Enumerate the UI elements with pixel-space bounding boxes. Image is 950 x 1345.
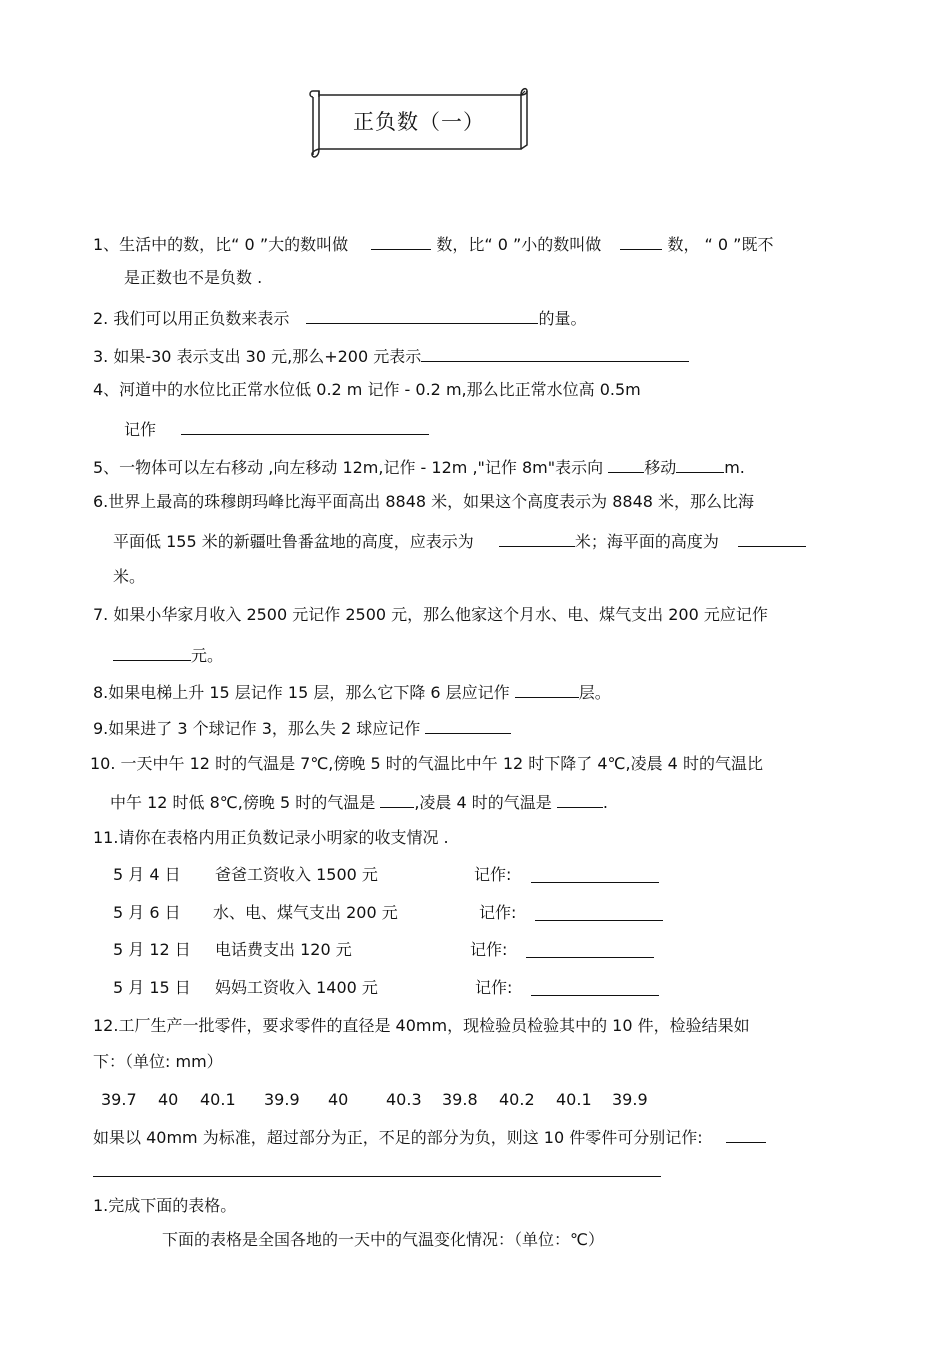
q7-text-b: 元。 xyxy=(191,646,224,665)
measurement-value: 39.7 xyxy=(101,1090,137,1109)
q11-row-label: 记作: xyxy=(479,903,517,922)
q11-row-blank[interactable] xyxy=(526,939,654,964)
q5-text-a: 5、一物体可以左右移动 ,向左移动 12m,记作 - 12m ,"记作 8m"表示向 xyxy=(93,458,604,477)
question-3 xyxy=(93,343,689,368)
question-7-line-2 xyxy=(113,642,223,667)
q2-blank[interactable] xyxy=(306,305,538,324)
q4-blank[interactable] xyxy=(181,416,429,435)
q5-blank-1[interactable] xyxy=(608,454,644,473)
q11-row-item: 爸爸工资收入 1500 元 xyxy=(215,865,378,884)
question-12-line-1: 12.工厂生产一批零件，要求零件的直径是 40mm，现检验员检验其中的 10 件，检验结果如 xyxy=(93,1016,750,1035)
q11-row-item: 妈妈工资收入 1400 元 xyxy=(215,978,378,997)
question-6-line-1: 6.世界上最高的珠穆朗玛峰比海平面高出 8848 米，如果这个高度表示为 8848 米，那么比海 xyxy=(93,492,755,511)
question-10-line-1: 10. 一天中午 12 时的气温是 7℃,傍晚 5 时的气温比中午 12 时下降了 4℃,凌晨 4 时的气温比 xyxy=(90,754,763,773)
question-6-line-3: 米。 xyxy=(113,567,146,586)
q5-text-b: 移动 xyxy=(644,458,677,477)
q5-text-c: m. xyxy=(724,458,745,477)
q12-blank-1[interactable] xyxy=(726,1124,766,1143)
q6-text-c: 米；海平面的高度为 xyxy=(574,532,719,551)
section-2-subtitle: 下面的表格是全国各地的一天中的气温变化情况：（单位：℃） xyxy=(162,1230,604,1249)
question-5 xyxy=(93,454,745,479)
q11-row-date: 5 月 6 日 xyxy=(113,903,181,922)
measurement-value: 39.9 xyxy=(264,1090,300,1109)
question-4-line-2 xyxy=(124,416,429,441)
title-banner xyxy=(305,85,533,165)
q11-row-blank[interactable] xyxy=(531,977,659,1002)
q6-blank-1[interactable] xyxy=(499,528,575,547)
question-4-line-1: 4、河道中的水位比正常水位低 0.2 m 记作 - 0.2 m,那么比正常水位高 0.5m xyxy=(93,380,641,399)
q11-row-blank[interactable] xyxy=(531,864,659,889)
q11-row-blank[interactable] xyxy=(535,902,663,927)
measurement-value: 40.3 xyxy=(386,1090,422,1109)
q1-blank-1[interactable] xyxy=(371,231,431,250)
q2-text-a: 2. 我们可以用正负数来表示 xyxy=(93,309,290,328)
question-8 xyxy=(93,679,611,704)
q9-blank[interactable] xyxy=(425,715,511,734)
q12-text-c: 如果以 40mm 为标准，超过部分为正，不足的部分为负，则这 10 件零件可分别记作: xyxy=(93,1128,703,1147)
measurement-value: 40 xyxy=(158,1090,179,1109)
question-1-line-2: 是正数也不是负数 . xyxy=(124,268,263,287)
q1-text-c: 数， “ 0 ”既不 xyxy=(667,235,774,254)
measurement-value: 40 xyxy=(328,1090,349,1109)
question-12-line-2: 下：（单位: mm） xyxy=(93,1052,223,1071)
question-12-line-3 xyxy=(93,1124,766,1149)
q11-blank-2[interactable] xyxy=(535,902,663,921)
q12-answer-line[interactable] xyxy=(93,1176,661,1177)
q8-text-b: 层。 xyxy=(578,683,611,702)
q3-text-a: 3. 如果-30 表示支出 30 元,那么+200 元表示 xyxy=(93,347,422,366)
q10-text-c: ,凌晨 4 时的气温是 xyxy=(414,793,552,812)
q1-text-b: 数，比“ 0 ”小的数叫做 xyxy=(436,235,602,254)
question-2 xyxy=(93,305,586,330)
q7-blank[interactable] xyxy=(113,642,191,661)
question-9 xyxy=(93,715,511,740)
question-11-title: 11.请你在表格内用正负数记录小明家的收支情况 . xyxy=(93,828,449,847)
measurement-value: 39.8 xyxy=(442,1090,478,1109)
q10-text-d: . xyxy=(602,793,608,812)
q11-row-item: 水、电、煤气支出 200 元 xyxy=(213,903,398,922)
q11-row-date: 5 月 4 日 xyxy=(113,865,181,884)
q11-blank-4[interactable] xyxy=(531,977,659,996)
q3-blank[interactable] xyxy=(421,343,689,362)
q6-text-b: 平面低 155 米的新疆吐鲁番盆地的高度，应表示为 xyxy=(113,532,474,551)
measurement-value: 40.1 xyxy=(200,1090,236,1109)
q11-row-label: 记作: xyxy=(470,940,508,959)
q5-blank-2[interactable] xyxy=(676,454,724,473)
q8-blank[interactable] xyxy=(515,679,579,698)
q10-blank-2[interactable] xyxy=(557,789,603,808)
q11-blank-3[interactable] xyxy=(526,939,654,958)
q8-text-a: 8.如果电梯上升 15 层记作 15 层，那么它下降 6 层应记作 xyxy=(93,683,510,702)
question-1-line-1 xyxy=(93,231,773,256)
measurement-value: 40.2 xyxy=(499,1090,535,1109)
section-2-title: 1.完成下面的表格。 xyxy=(93,1196,237,1215)
q11-row-item: 电话费支出 120 元 xyxy=(215,940,352,959)
q11-row-label: 记作: xyxy=(475,978,513,997)
q1-text-a: 1、生活中的数，比“ 0 ”大的数叫做 xyxy=(93,235,349,254)
question-10-line-2 xyxy=(110,789,608,814)
q9-text-a: 9.如果进了 3 个球记作 3，那么失 2 球应记作 xyxy=(93,719,421,738)
q4-text-b: 记作 xyxy=(124,420,157,439)
q10-blank-1[interactable] xyxy=(380,789,414,808)
q11-row-label: 记作: xyxy=(474,865,512,884)
q1-blank-2[interactable] xyxy=(620,231,662,250)
q2-text-b: 的量。 xyxy=(538,309,587,328)
question-7-line-1: 7. 如果小华家月收入 2500 元记作 2500 元，那么他家这个月水、电、煤气支出 200 元应记作 xyxy=(93,605,768,624)
q11-row-date: 5 月 12 日 xyxy=(113,940,191,959)
q6-blank-2[interactable] xyxy=(738,528,806,547)
q11-blank-1[interactable] xyxy=(531,864,659,883)
measurement-value: 40.1 xyxy=(556,1090,592,1109)
q10-text-b: 中午 12 时低 8℃,傍晚 5 时的气温是 xyxy=(110,793,376,812)
q11-row-date: 5 月 15 日 xyxy=(113,978,191,997)
page-title: 正负数（一） xyxy=(353,110,485,134)
question-6-line-2 xyxy=(113,528,806,553)
measurement-value: 39.9 xyxy=(612,1090,648,1109)
